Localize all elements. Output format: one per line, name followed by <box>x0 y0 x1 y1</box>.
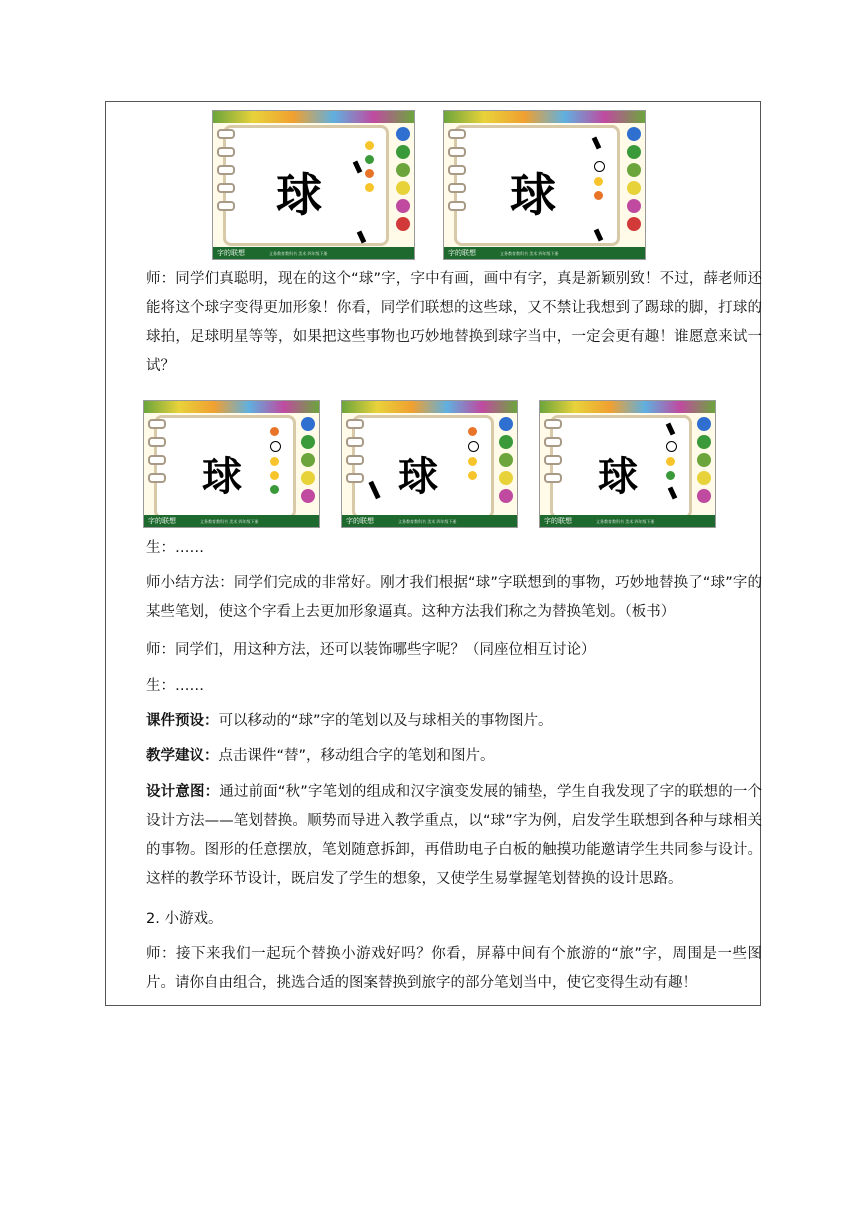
qiu-glyph[interactable]: 球 <box>202 454 242 500</box>
paragraph-teacher-2: 师：同学们，用这种方法，还可以装饰哪些字呢？（同座位相互讨论） <box>146 642 596 658</box>
ball-icons[interactable] <box>365 141 374 192</box>
slide-footer: 字的联想 义务教育教科书 美术 四年级下册 <box>213 247 414 259</box>
qiu-glyph[interactable]: 球 <box>398 454 438 500</box>
slide-image-3 <box>143 400 320 528</box>
slide-footer: 字的联想 义务教育教科书 美术 四年级下册 <box>144 515 319 527</box>
paragraph-student-2: 生：…… <box>146 678 204 694</box>
paragraph-teacher-3: 师：接下来我们一起玩个替换小游戏好吗？你看，屏幕中间有个旅游的“旅”字，周围是一些图片。请你自由组合，挑选合适的图案替换到旅字的部分笔划当中，使它变得生动有趣！ <box>146 946 762 991</box>
paragraph-summary: 师小结方法：同学们完成的非常好。刚才我们根据“球”字联想到的事物，巧妙地替换了“球”字的某些笔划，使这个字看上去更加形象逼真。这种方法我们称之为替换笔划。（板书） <box>146 575 762 620</box>
paragraph-teaching-suggestion: 教学建议：点击课件“替”，移动组合字的笔划和图片。 <box>146 748 495 764</box>
slide-footer: 字的联想 义务教育教科书 美术 四年级下册 <box>342 515 517 527</box>
paragraph-teacher-1: 师：同学们真聪明，现在的这个“球”字，字中有画，画中有字，真是新颖别致！不过，薛老师还能将这个球字变得更加形象！你看，同学们联想的这些球，又不禁让我想到了踢球的脚，打球的球拍，足球明星等等，如果把这些事物也巧妙地替换到球字当中，一定会更有趣！谁愿意来试一试？ <box>146 271 762 374</box>
binder-rings <box>217 129 227 211</box>
qiu-glyph[interactable]: 球 <box>598 454 638 500</box>
slide-image-4 <box>341 400 518 528</box>
slide-border-decoration <box>342 401 517 413</box>
side-menu-icons[interactable] <box>396 127 410 231</box>
slide-border-decoration <box>540 401 715 413</box>
slide-image-2 <box>443 110 646 260</box>
slide-border-decoration <box>444 111 645 123</box>
paragraph-courseware-preset: 课件预设：可以移动的“球”字的笔划以及与球相关的事物图片。 <box>146 713 553 729</box>
side-menu-icons[interactable] <box>697 417 711 503</box>
ball-icons[interactable] <box>594 161 605 200</box>
binder-rings <box>148 419 158 483</box>
slide-image-5 <box>539 400 716 528</box>
paragraph-design-intent: 设计意图：通过前面“秋”字笔划的组成和汉字演变发展的铺垫，学生自我发现了字的联想的一个设计方法——笔划替换。顺势而导进入教学重点，以“球”字为例，启发学生联想到各种与球相关的事物。图形的任意摆放，笔划随意拆卸，再借助电子白板的触摸功能邀请学生共同参与设计。这样的教学环节设计，既启发了学生的想象，又使学生易掌握笔划替换的设计思路。 <box>146 784 763 887</box>
ball-icons[interactable] <box>468 427 479 480</box>
side-menu-icons[interactable] <box>499 417 513 503</box>
slide-footer: 字的联想 义务教育教科书 美术 四年级下册 <box>540 515 715 527</box>
binder-rings <box>448 129 458 211</box>
binder-rings <box>544 419 554 483</box>
slide-footer: 字的联想 义务教育教科书 美术 四年级下册 <box>444 247 645 259</box>
binder-rings <box>346 419 356 483</box>
qiu-glyph[interactable]: 球 <box>510 168 556 222</box>
slide-border-decoration <box>213 111 414 123</box>
ball-icons[interactable] <box>666 441 677 480</box>
paragraph-section-heading: 2. 小游戏。 <box>146 911 223 927</box>
paragraph-student-1: 生：…… <box>146 540 204 556</box>
side-menu-icons[interactable] <box>301 417 315 503</box>
ball-icons[interactable] <box>270 427 281 494</box>
slide-image-1 <box>212 110 415 260</box>
content-table-cell <box>105 101 761 1006</box>
slide-border-decoration <box>144 401 319 413</box>
side-menu-icons[interactable] <box>627 127 641 231</box>
qiu-glyph[interactable]: 球 <box>276 168 322 222</box>
